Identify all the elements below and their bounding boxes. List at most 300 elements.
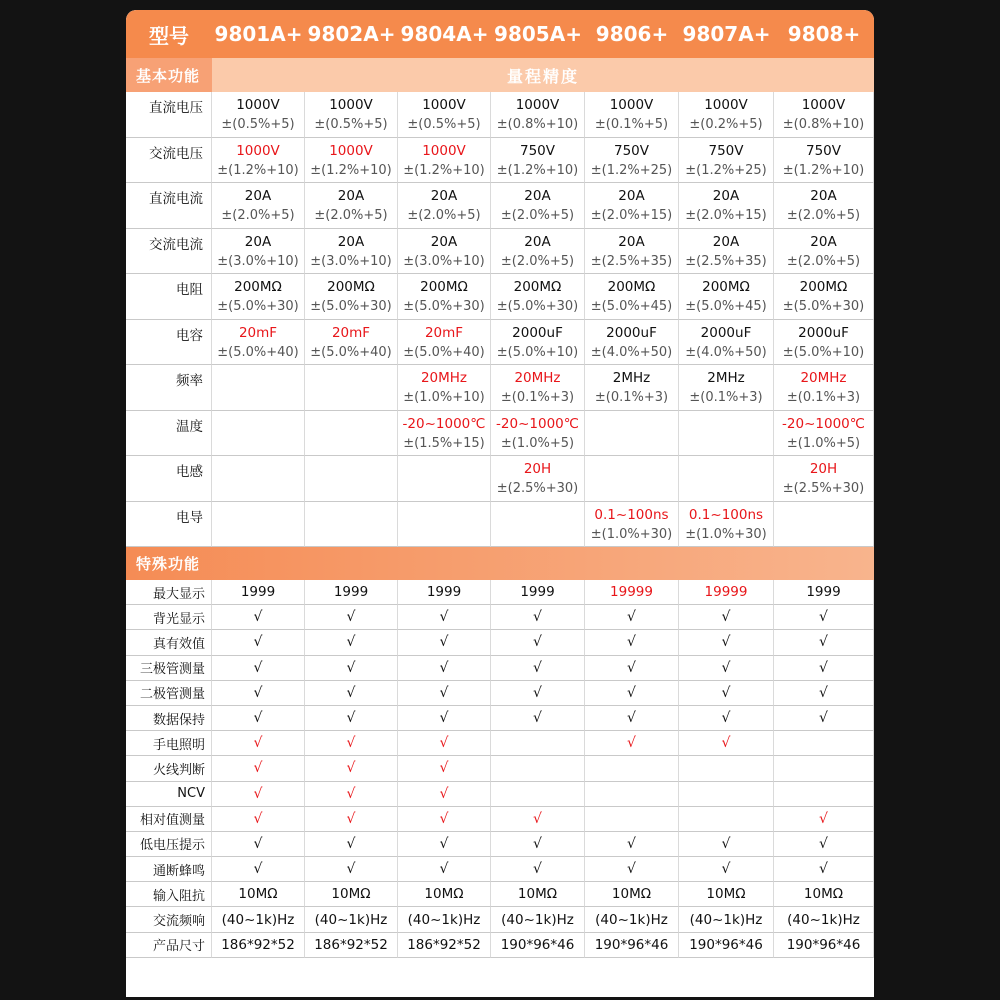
feature-value: 1999 <box>426 584 462 601</box>
accuracy-value: ±(5.0%+45) <box>590 299 673 314</box>
spec-cell <box>305 92 398 138</box>
range-value: 1000V <box>515 97 560 113</box>
feature-cell <box>679 706 774 731</box>
feature-value: 10MΩ <box>331 886 371 903</box>
check-mark-icon: √ <box>819 634 828 651</box>
feature-cell <box>305 882 398 907</box>
feature-cell <box>491 907 585 932</box>
feature-value: 190*96*46 <box>500 936 575 953</box>
feature-cell <box>491 933 585 958</box>
spec-cell <box>398 183 491 229</box>
spec-cell <box>585 138 679 184</box>
model-header-9802aplus: 9802A+ <box>305 10 398 58</box>
row-label: 电阻 <box>126 274 212 320</box>
range-value: 1000V <box>422 97 466 113</box>
check-mark-icon: √ <box>346 785 356 802</box>
row-label: 直流电流 <box>126 183 212 229</box>
accuracy-value: ±(0.1%+3) <box>594 390 669 405</box>
feature-label: 真有效值 <box>126 630 212 655</box>
feature-value: (40~1k)Hz <box>314 911 388 928</box>
spec-cell <box>398 320 491 366</box>
feature-cell <box>585 907 679 932</box>
accuracy-value: ±(5.0%+30) <box>782 299 865 314</box>
range-value: 1000V <box>422 142 466 159</box>
feature-label: 二极管测量 <box>126 681 212 706</box>
feature-cell <box>679 681 774 706</box>
feature-cell <box>585 782 679 807</box>
spec-cell <box>679 92 774 138</box>
feature-value: 10MΩ <box>611 886 652 903</box>
feature-label: NCV <box>126 782 212 807</box>
range-value: -20~1000℃ <box>402 415 486 432</box>
accuracy-value: ±(1.0%+5) <box>786 435 861 451</box>
range-value: 20MHz <box>420 370 468 386</box>
model-header-9806plus: 9806+ <box>585 10 679 58</box>
range-value: 20MHz <box>800 370 847 386</box>
accuracy-value: ±(0.1%+3) <box>786 390 861 405</box>
feature-cell <box>679 656 774 681</box>
check-mark-icon: √ <box>253 835 263 852</box>
model-header-9801aplus: 9801A+ <box>212 10 305 58</box>
spec-cell <box>679 411 774 457</box>
accuracy-value: ±(5.0%+45) <box>685 299 767 314</box>
model-header-9808plus: 9808+ <box>774 10 874 58</box>
feature-cell <box>774 656 874 681</box>
feature-label: 产品尺寸 <box>126 933 212 958</box>
feature-cell <box>305 756 398 781</box>
feature-value: (40~1k)Hz <box>221 911 295 928</box>
feature-value: 10MΩ <box>517 886 558 903</box>
spec-cell <box>491 138 585 184</box>
range-value: 200MΩ <box>234 279 282 295</box>
check-mark-icon: √ <box>346 634 356 651</box>
feature-cell <box>774 630 874 655</box>
feature-cell <box>212 706 305 731</box>
spec-cell <box>774 92 874 138</box>
spec-cell <box>679 138 774 184</box>
feature-cell <box>585 882 679 907</box>
feature-label: 相对值测量 <box>126 807 212 832</box>
feature-cell <box>585 857 679 882</box>
accuracy-value: ±(1.2%+10) <box>310 162 392 178</box>
feature-cell <box>491 630 585 655</box>
feature-cell <box>212 656 305 681</box>
model-header-label: 型号 <box>126 10 212 58</box>
row-label: 直流电压 <box>126 92 212 138</box>
range-value: 2MHz <box>612 370 651 386</box>
range-value: 1000V <box>329 97 373 113</box>
feature-cell <box>305 656 398 681</box>
feature-cell <box>305 681 398 706</box>
feature-cell <box>491 656 585 681</box>
feature-cell <box>585 933 679 958</box>
range-value: 0.1~100ns <box>688 506 764 523</box>
accuracy-value: ±(1.2%+10) <box>403 162 485 178</box>
feature-cell <box>398 933 491 958</box>
spec-cell <box>398 456 491 502</box>
spec-comparison-sheet <box>126 10 874 997</box>
feature-cell <box>774 933 874 958</box>
spec-cell <box>398 274 491 320</box>
feature-cell <box>491 807 585 832</box>
feature-value: 1999 <box>333 584 369 601</box>
range-value: 200MΩ <box>327 279 375 295</box>
spec-cell <box>398 138 491 184</box>
feature-value: (40~1k)Hz <box>787 911 860 928</box>
spec-cell <box>212 456 305 502</box>
range-value: 20A <box>524 233 551 250</box>
feature-cell <box>398 580 491 605</box>
check-mark-icon: √ <box>439 760 449 777</box>
feature-cell <box>491 756 585 781</box>
feature-cell <box>679 857 774 882</box>
range-value: -20~1000℃ <box>496 415 579 432</box>
range-value: 20A <box>430 233 458 250</box>
feature-cell <box>774 907 874 932</box>
feature-cell <box>679 782 774 807</box>
feature-value: 10MΩ <box>238 886 278 903</box>
spec-cell <box>585 320 679 366</box>
range-value: 20A <box>244 233 272 250</box>
feature-cell <box>398 756 491 781</box>
feature-cell <box>774 580 874 605</box>
feature-cell <box>305 857 398 882</box>
range-value: 20A <box>244 188 272 204</box>
accuracy-value: ±(1.0%+10) <box>403 390 485 405</box>
feature-cell <box>305 706 398 731</box>
range-value: 750V <box>519 142 555 159</box>
accuracy-value: ±(0.5%+5) <box>407 117 481 132</box>
feature-cell <box>305 580 398 605</box>
check-mark-icon: √ <box>346 810 356 827</box>
feature-cell <box>491 882 585 907</box>
check-mark-icon: √ <box>253 659 263 676</box>
spec-cell <box>212 183 305 229</box>
spec-cell <box>491 92 585 138</box>
spec-cell <box>398 92 491 138</box>
check-mark-icon: √ <box>253 684 263 701</box>
feature-cell <box>679 832 774 857</box>
feature-label: 输入阻抗 <box>126 882 212 907</box>
spec-cell <box>212 411 305 457</box>
feature-cell <box>774 882 874 907</box>
feature-cell <box>212 756 305 781</box>
check-mark-icon: √ <box>533 710 542 727</box>
check-mark-icon: √ <box>439 735 449 752</box>
accuracy-value: ±(2.5%+35) <box>685 253 767 269</box>
spec-cell <box>212 229 305 275</box>
feature-cell <box>679 882 774 907</box>
range-value: 20A <box>524 188 551 204</box>
model-header-9805aplus: 9805A+ <box>491 10 585 58</box>
spec-table <box>126 10 874 997</box>
feature-cell <box>585 681 679 706</box>
feature-cell <box>679 807 774 832</box>
check-mark-icon: √ <box>533 659 542 676</box>
range-value: 20mF <box>424 324 464 341</box>
spec-cell <box>585 365 679 411</box>
range-value: 0.1~100ns <box>594 506 669 523</box>
feature-cell <box>774 857 874 882</box>
check-mark-icon: √ <box>819 710 828 727</box>
check-mark-icon: √ <box>346 735 356 752</box>
feature-cell <box>585 756 679 781</box>
range-value: 1000V <box>236 142 280 159</box>
spec-cell <box>212 502 305 548</box>
feature-cell <box>585 832 679 857</box>
feature-cell <box>305 907 398 932</box>
accuracy-value: ±(2.0%+15) <box>590 208 673 223</box>
check-mark-icon: √ <box>346 684 356 701</box>
feature-cell <box>774 731 874 756</box>
spec-cell <box>585 274 679 320</box>
check-mark-icon: √ <box>346 609 356 626</box>
accuracy-value: ±(1.2%+10) <box>782 162 865 178</box>
feature-cell <box>679 933 774 958</box>
range-value: 20mF <box>331 324 371 341</box>
feature-label: 背光显示 <box>126 605 212 630</box>
spec-cell <box>585 229 679 275</box>
feature-label: 三极管测量 <box>126 656 212 681</box>
check-mark-icon: √ <box>346 835 356 852</box>
feature-label: 通断蜂鸣 <box>126 857 212 882</box>
spec-cell <box>585 456 679 502</box>
feature-cell <box>679 605 774 630</box>
range-value: 2MHz <box>707 370 745 386</box>
accuracy-value: ±(1.0%+30) <box>590 526 673 542</box>
feature-value: 190*96*46 <box>786 936 861 953</box>
spec-cell <box>585 502 679 548</box>
check-mark-icon: √ <box>253 810 263 827</box>
feature-label: 火线判断 <box>126 756 212 781</box>
feature-cell <box>398 832 491 857</box>
check-mark-icon: √ <box>439 861 449 878</box>
check-mark-icon: √ <box>346 861 356 878</box>
range-value: 20H <box>809 461 838 477</box>
accuracy-value: ±(1.2%+10) <box>496 162 579 178</box>
check-mark-icon: √ <box>533 684 542 701</box>
check-mark-icon: √ <box>819 861 828 878</box>
feature-cell <box>585 580 679 605</box>
check-mark-icon: √ <box>819 659 828 676</box>
accuracy-value: ±(5.0%+30) <box>217 299 299 314</box>
spec-cell <box>774 229 874 275</box>
spec-cell <box>774 411 874 457</box>
check-mark-icon: √ <box>721 710 731 727</box>
feature-cell <box>305 731 398 756</box>
range-value: 200MΩ <box>702 279 750 295</box>
spec-cell <box>305 138 398 184</box>
spec-cell <box>679 229 774 275</box>
feature-value: 10MΩ <box>706 886 746 903</box>
spec-cell <box>491 411 585 457</box>
feature-cell <box>212 580 305 605</box>
range-value: 20MHz <box>514 370 561 386</box>
row-label: 频率 <box>126 365 212 411</box>
spec-cell <box>774 365 874 411</box>
feature-cell <box>398 731 491 756</box>
spec-cell <box>585 411 679 457</box>
range-value: 20A <box>712 188 740 204</box>
feature-cell <box>398 782 491 807</box>
row-label: 交流电流 <box>126 229 212 275</box>
feature-cell <box>212 857 305 882</box>
check-mark-icon: √ <box>533 810 542 827</box>
range-value: 200MΩ <box>607 279 656 295</box>
check-mark-icon: √ <box>721 861 731 878</box>
feature-cell <box>774 807 874 832</box>
accuracy-value: ±(5.0%+40) <box>403 344 485 360</box>
range-value: -20~1000℃ <box>782 415 865 432</box>
accuracy-value: ±(2.0%+15) <box>685 208 767 223</box>
feature-cell <box>491 681 585 706</box>
feature-cell <box>679 756 774 781</box>
accuracy-value: ±(1.2%+10) <box>217 162 299 178</box>
spec-cell <box>305 502 398 548</box>
feature-cell <box>585 731 679 756</box>
accuracy-value: ±(3.0%+10) <box>310 253 392 269</box>
feature-label: 手电照明 <box>126 731 212 756</box>
feature-cell <box>212 681 305 706</box>
accuracy-value: ±(5.0%+30) <box>496 299 579 314</box>
range-value: 200MΩ <box>420 279 468 295</box>
feature-cell <box>305 832 398 857</box>
accuracy-value: ±(0.5%+5) <box>314 117 388 132</box>
special-functions-header: 特殊功能 <box>126 547 874 580</box>
check-mark-icon: √ <box>253 710 263 727</box>
range-value: 1000V <box>329 142 373 159</box>
check-mark-icon: √ <box>439 835 449 852</box>
check-mark-icon: √ <box>819 810 828 827</box>
check-mark-icon: √ <box>627 735 636 752</box>
feature-cell <box>212 832 305 857</box>
range-value: 200MΩ <box>799 279 848 295</box>
feature-cell <box>491 580 585 605</box>
spec-cell <box>212 320 305 366</box>
check-mark-icon: √ <box>819 835 828 852</box>
spec-cell <box>398 411 491 457</box>
spec-cell <box>585 183 679 229</box>
check-mark-icon: √ <box>439 609 449 626</box>
accuracy-value: ±(1.5%+15) <box>403 435 485 451</box>
check-mark-icon: √ <box>627 710 636 727</box>
range-value: 1000V <box>704 97 748 113</box>
accuracy-value: ±(2.0%+5) <box>500 208 575 223</box>
check-mark-icon: √ <box>819 609 828 626</box>
check-mark-icon: √ <box>253 634 263 651</box>
check-mark-icon: √ <box>533 634 542 651</box>
check-mark-icon: √ <box>439 684 449 701</box>
check-mark-icon: √ <box>253 861 263 878</box>
feature-cell <box>491 731 585 756</box>
spec-cell <box>491 456 585 502</box>
feature-cell <box>679 907 774 932</box>
check-mark-icon: √ <box>627 609 636 626</box>
accuracy-value: ±(0.8%+10) <box>496 117 579 132</box>
feature-cell <box>491 782 585 807</box>
check-mark-icon: √ <box>627 659 636 676</box>
model-header-9804aplus: 9804A+ <box>398 10 491 58</box>
accuracy-value: ±(2.5%+30) <box>782 481 865 496</box>
feature-label: 交流频响 <box>126 907 212 932</box>
spec-cell <box>305 274 398 320</box>
feature-cell <box>212 882 305 907</box>
feature-cell <box>491 832 585 857</box>
range-value: 750V <box>708 142 744 159</box>
accuracy-value: ±(0.1%+5) <box>594 117 669 132</box>
feature-cell <box>491 706 585 731</box>
check-mark-icon: √ <box>533 835 542 852</box>
feature-cell <box>679 630 774 655</box>
check-mark-icon: √ <box>439 810 449 827</box>
feature-cell <box>774 605 874 630</box>
feature-label: 低电压提示 <box>126 832 212 857</box>
spec-cell <box>212 274 305 320</box>
range-value: 750V <box>613 142 649 159</box>
feature-value: (40~1k)Hz <box>595 911 668 928</box>
spec-cell <box>774 320 874 366</box>
feature-value: 1999 <box>520 584 555 601</box>
range-value: 20H <box>523 461 552 477</box>
accuracy-value: ±(2.5%+35) <box>590 253 673 269</box>
accuracy-value: ±(0.1%+3) <box>500 390 575 405</box>
row-label: 电导 <box>126 502 212 548</box>
range-value: 1000V <box>236 97 280 113</box>
accuracy-value: ±(2.0%+5) <box>314 208 388 223</box>
spec-cell <box>491 320 585 366</box>
spec-cell <box>774 456 874 502</box>
range-value: 2000uF <box>798 324 849 341</box>
feature-cell <box>398 681 491 706</box>
accuracy-value: ±(2.5%+30) <box>496 481 579 496</box>
accuracy-value: ±(4.0%+50) <box>590 344 673 360</box>
range-value: 750V <box>805 142 841 159</box>
spec-cell <box>679 502 774 548</box>
row-label: 温度 <box>126 411 212 457</box>
spec-cell <box>212 92 305 138</box>
accuracy-value: ±(2.0%+5) <box>407 208 481 223</box>
range-value: 20A <box>810 188 837 204</box>
feature-value: 186*92*52 <box>221 936 295 953</box>
range-value: 2000uF <box>700 324 752 341</box>
feature-cell <box>679 580 774 605</box>
feature-cell <box>212 630 305 655</box>
row-label: 电容 <box>126 320 212 366</box>
feature-value: (40~1k)Hz <box>689 911 763 928</box>
feature-cell <box>305 933 398 958</box>
check-mark-icon: √ <box>439 710 449 727</box>
accuracy-value: ±(5.0%+30) <box>403 299 485 314</box>
spec-cell <box>305 411 398 457</box>
accuracy-value: ±(5.0%+10) <box>496 344 579 360</box>
feature-cell <box>585 706 679 731</box>
spec-cell <box>398 365 491 411</box>
spec-cell <box>305 183 398 229</box>
check-mark-icon: √ <box>346 710 356 727</box>
spec-cell <box>398 502 491 548</box>
accuracy-value: ±(1.0%+30) <box>685 526 767 542</box>
feature-value: (40~1k)Hz <box>501 911 574 928</box>
feature-cell <box>305 605 398 630</box>
feature-cell <box>774 832 874 857</box>
check-mark-icon: √ <box>627 835 636 852</box>
feature-cell <box>398 857 491 882</box>
feature-value: 1999 <box>240 584 276 601</box>
accuracy-value: ±(5.0%+40) <box>217 344 299 360</box>
spec-cell <box>774 138 874 184</box>
accuracy-value: ±(3.0%+10) <box>403 253 485 269</box>
feature-cell <box>212 782 305 807</box>
